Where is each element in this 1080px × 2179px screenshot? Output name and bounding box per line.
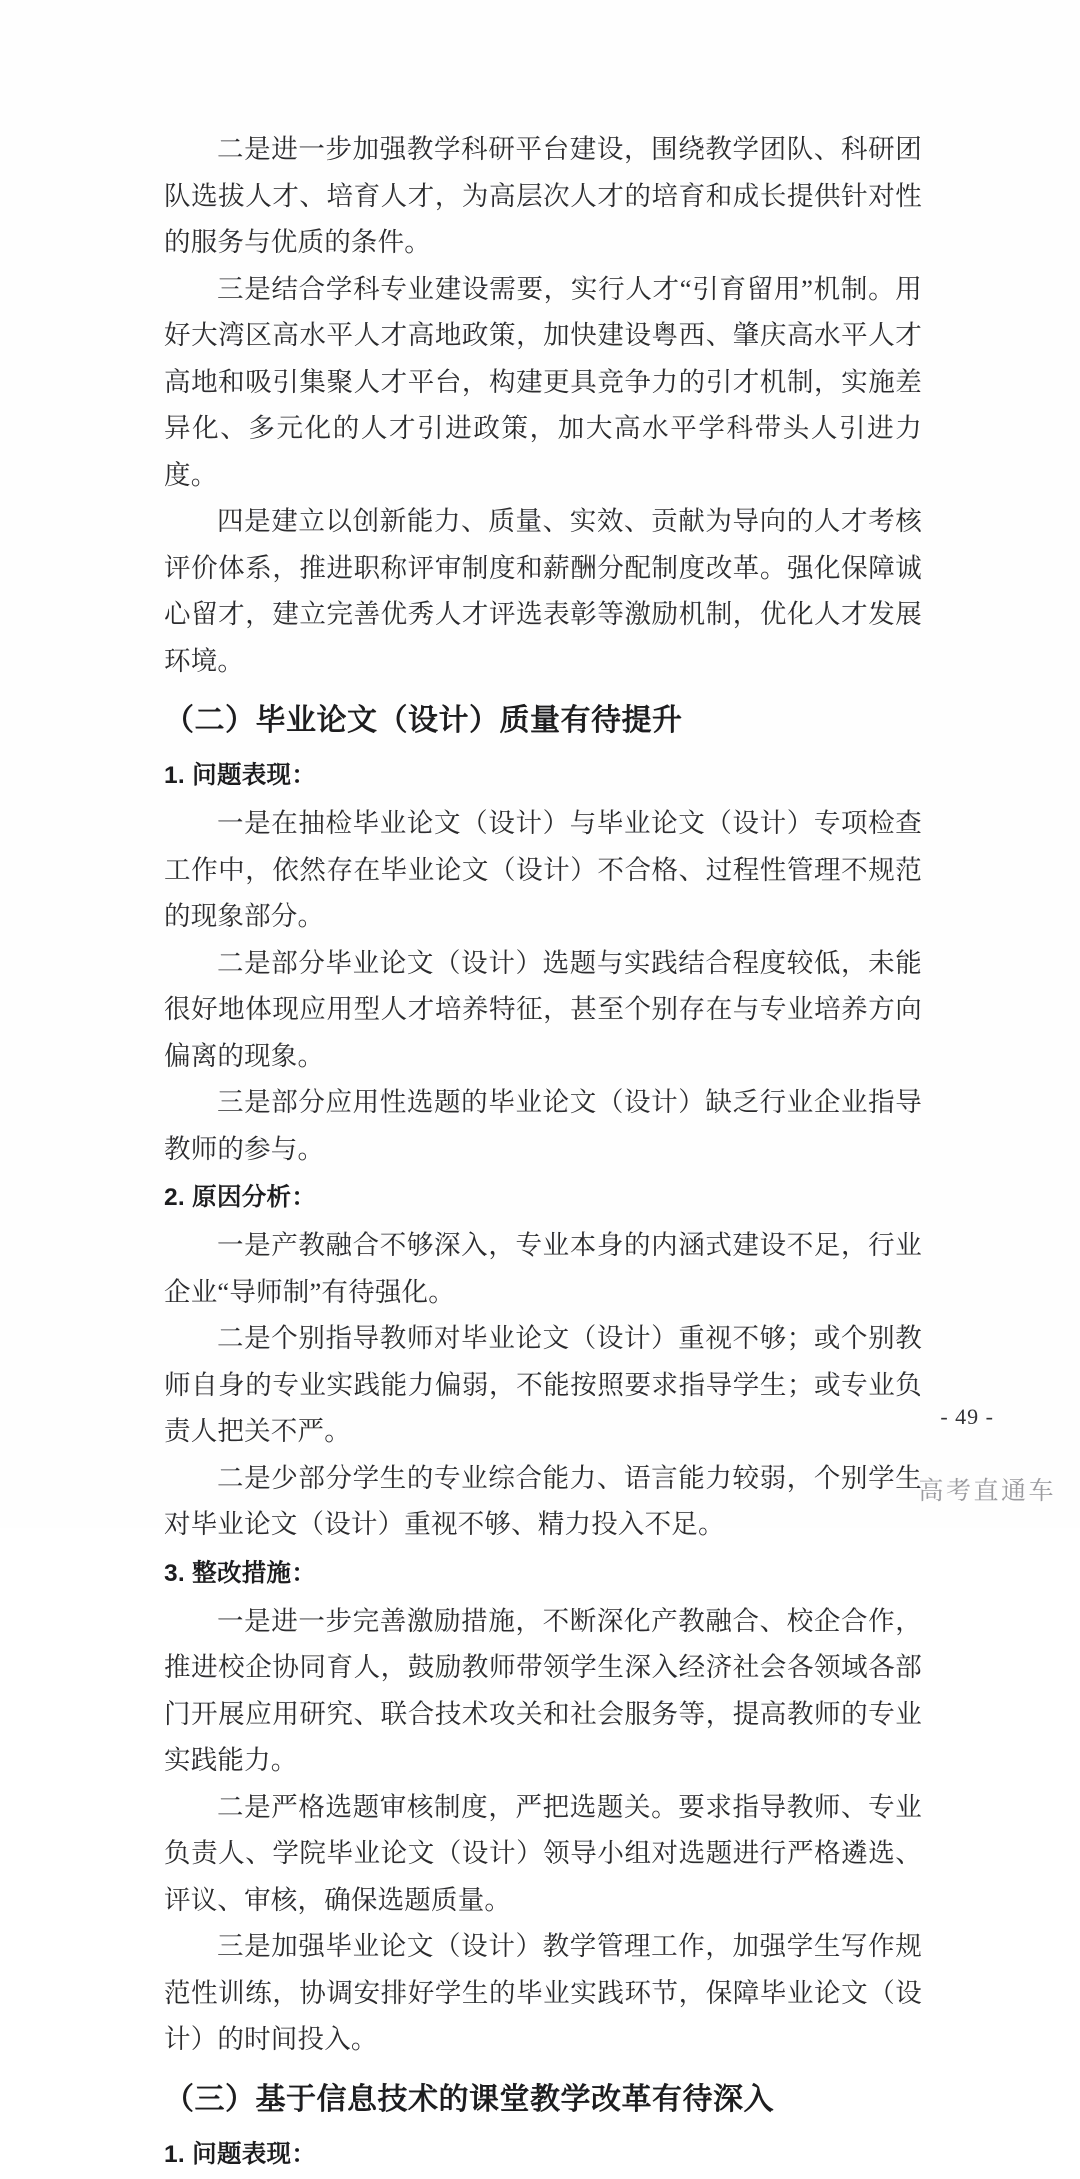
para-thesis-problem-three: 三是部分应用性选题的毕业论文（设计）缺乏行业企业指导教师的参与。 xyxy=(164,1087,922,1164)
para-talent-mechanism: 三是结合学科专业建设需要，实行人才“引育留用”机制。用好大湾区高水平人才高地政策，加快建设粤西、肇庆高水平人才高地和吸引集聚人才平台，构建更具竞争力的引才机制，实施差异化、多元化的人才引进政策，加大高水平学科带头人引进力度。 xyxy=(164,273,922,490)
heading-classroom-reform: （三）基于信息技术的课堂教学改革有待深入 xyxy=(164,2082,774,2116)
para-measure-one: 一是进一步完善激励措施，不断深化产教融合、校企合作，推进校企协同育人，鼓励教师带领学生深入经济社会各领域各部门开展应用研究、联合技术攻关和社会服务等，提高教师的专业实践能力。 xyxy=(164,1605,922,1775)
para-measure-three: 三是加强毕业论文（设计）教学管理工作，加强学生写作规范性训练，协调安排好学生的毕业实践环节，保障毕业论文（设计）的时间投入。 xyxy=(164,1931,922,2054)
para-measure-two: 二是严格选题审核制度，严把选题关。要求指导教师、专业负责人、学院毕业论文（设计）领导小组对选题进行严格遴选、评议、审核，确保选题质量。 xyxy=(164,1791,922,1915)
subheading-rectification-measures: 3. 整改措施： xyxy=(164,1559,317,1587)
para-cause-two: 二是个别指导教师对毕业论文（设计）重视不够；或个别教师自身的专业实践能力偏弱，不能按照要求指导学生；或专业负责人把关不严。 xyxy=(164,1323,922,1446)
para-further-strengthen-platform: 二是进一步加强教学科研平台建设，围绕教学团队、科研团队选拔人才、培育人才，为高层次人才的培育和成长提供针对性的服务与优质的条件。 xyxy=(164,134,922,257)
para-thesis-problem-one: 一是在抽检毕业论文（设计）与毕业论文（设计）专项检查工作中，依然存在毕业论文（设计）不合格、过程性管理不规范的现象部分。 xyxy=(164,808,922,931)
para-evaluation-system: 四是建立以创新能力、质量、实效、贡献为导向的人才考核评价体系，推进职称评审制度和薪酬分配制度改革。强化保障诚心留才，建立完善优秀人才评选表彰等激励机制，优化人才发展环境。 xyxy=(164,506,922,676)
subheading-cause-analysis: 2. 原因分析： xyxy=(164,1184,317,1211)
subheading-problem-manifestation-1: 1. 问题表现： xyxy=(164,762,317,789)
heading-thesis-quality: （二）毕业论文（设计）质量有待提升 xyxy=(164,704,683,737)
subheading-problem-manifestation-2: 1. 问题表现： xyxy=(164,2140,317,2168)
watermark-label: 高考直通车 xyxy=(918,1477,1056,1505)
para-cause-three: 二是少部分学生的专业综合能力、语言能力较弱，个别学生对毕业论文（设计）重视不够、精力投入不足。 xyxy=(164,1462,922,1539)
para-cause-one: 一是产教融合不够深入，专业本身的内涵式建设不足，行业企业“导师制”有待强化。 xyxy=(164,1230,922,1307)
para-thesis-problem-two: 二是部分毕业论文（设计）选题与实践结合程度较低，未能很好地体现应用型人才培养特征，甚至个别存在与专业培养方向偏离的现象。 xyxy=(164,947,922,1071)
page-body-text xyxy=(164,126,922,2179)
page-number: - 49 - xyxy=(940,1404,994,1429)
